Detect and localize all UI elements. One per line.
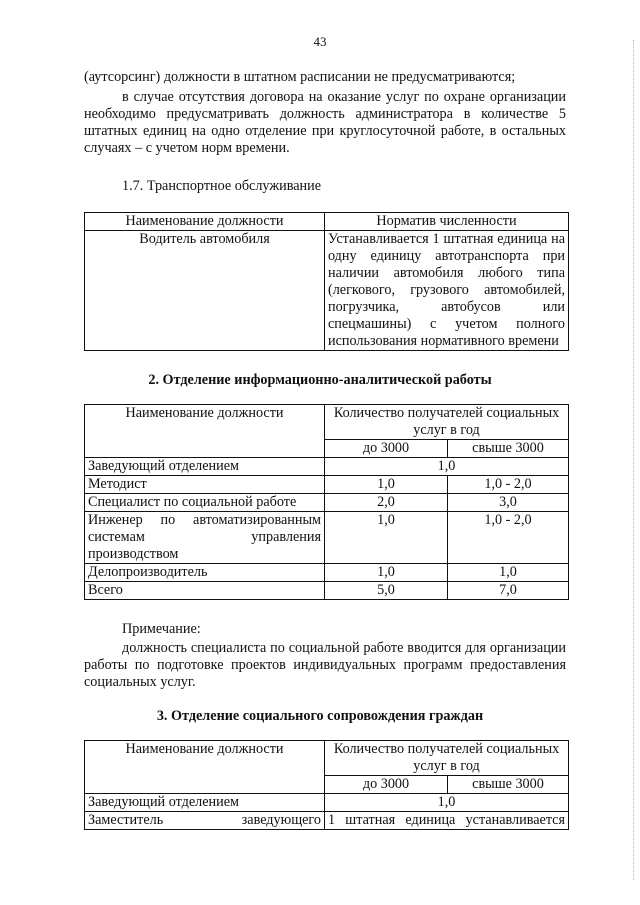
norm-line: использования нормативного времени: [328, 333, 559, 349]
value-up-to-3000: 5,0: [325, 582, 448, 600]
merged-value-cell: 1,0: [325, 458, 569, 476]
merged-value-cell: 1,0: [325, 794, 569, 812]
table-row: [85, 494, 569, 512]
table-row: [85, 794, 569, 812]
value-up-to-3000: 1,0: [325, 564, 448, 582]
scan-margin-edge: [632, 40, 634, 880]
merged-text-cell: 1 штатная единица устанавливается: [325, 812, 569, 830]
info-analytic-table: [84, 404, 569, 600]
subheader-over-3000: свыше 3000: [448, 776, 569, 794]
position-cell: Методист: [85, 476, 325, 494]
position-cell: [85, 512, 325, 564]
value-over-3000: 7,0: [448, 582, 569, 600]
norm-line: (легкового, грузового автомобилей,: [328, 282, 565, 298]
position-cell: Делопроизводитель: [85, 564, 325, 582]
value-over-3000: 3,0: [448, 494, 569, 512]
table-row: [85, 812, 569, 830]
norm-cell: [325, 231, 569, 351]
position-cell: Специалист по социальной работе: [85, 494, 325, 512]
table-row-total: [85, 582, 569, 600]
column-header-position: Наименование должности: [85, 741, 325, 794]
intro-paragraph: в случае отсутствия договора на оказание услуг по охране организации необходимо предусматривать должность администратора в количестве 5 штатных единиц на одно отделение при круглосуточной работе, в остальных случаях – с учетом норм времени.: [84, 89, 566, 156]
subheader-up-to-3000: до 3000: [325, 776, 448, 794]
norm-line: спецмашины) с учетом полного: [328, 316, 565, 332]
section-3-heading: 3. Отделение социального сопровождения граждан: [156, 708, 484, 724]
page-number: 43: [313, 34, 327, 49]
table-row: [85, 458, 569, 476]
value-up-to-3000: 1,0: [325, 476, 448, 494]
position-cell: Заведующий отделением: [85, 458, 325, 476]
column-header-recipients: Количество получателей социальных услуг в год: [325, 741, 569, 776]
norm-line: погрузчика, автобусов или: [328, 299, 565, 315]
position-cell: Заместитель заведующего: [85, 812, 325, 830]
value-over-3000: 1,0: [448, 564, 569, 582]
value-over-3000: 1,0 - 2,0: [448, 476, 569, 494]
position-cell: Водитель автомобиля: [85, 231, 325, 351]
note-text: должность специалиста по социальной работе вводится для организации работы по подготовке проектов индивидуальных программ предоставления социальных услуг.: [84, 640, 566, 690]
table-header-row: [85, 405, 569, 440]
column-header-position: Наименование должности: [85, 213, 325, 231]
column-header-position: Наименование должности: [85, 405, 325, 458]
value-up-to-3000: 2,0: [325, 494, 448, 512]
norm-line: наличии автомобиля любого типа: [328, 265, 565, 281]
section-2-heading: 2. Отделение информационно-аналитической работы: [148, 372, 492, 388]
position-line: системам управления: [88, 529, 321, 545]
note-title: Примечание:: [122, 621, 201, 637]
transport-table: [84, 212, 569, 351]
table-row: [85, 231, 569, 351]
table-row: [85, 564, 569, 582]
social-support-table: [84, 740, 569, 830]
table-header-row: [85, 213, 569, 231]
position-cell: Заведующий отделением: [85, 794, 325, 812]
intro-line: (аутсорсинг) должности в штатном расписании не предусматриваются;: [84, 69, 516, 85]
position-line: производством: [88, 546, 179, 562]
column-header-recipients: Количество получателей социальных услуг в год: [325, 405, 569, 440]
norm-line: одну единицу автотранспорта при: [328, 248, 565, 264]
table-header-row: [85, 741, 569, 776]
column-header-norm: Норматив численности: [325, 213, 569, 231]
section-1-7-heading: 1.7. Транспортное обслуживание: [122, 178, 322, 194]
position-line: Инженер по автоматизированным: [88, 512, 321, 528]
norm-line: Устанавливается 1 штатная единица на: [328, 231, 565, 247]
position-cell: Всего: [85, 582, 325, 600]
subheader-up-to-3000: до 3000: [325, 440, 448, 458]
subheader-over-3000: свыше 3000: [448, 440, 569, 458]
table-row: [85, 476, 569, 494]
value-over-3000: 1,0 - 2,0: [448, 512, 569, 564]
table-row: [85, 512, 569, 564]
value-up-to-3000: 1,0: [325, 512, 448, 564]
